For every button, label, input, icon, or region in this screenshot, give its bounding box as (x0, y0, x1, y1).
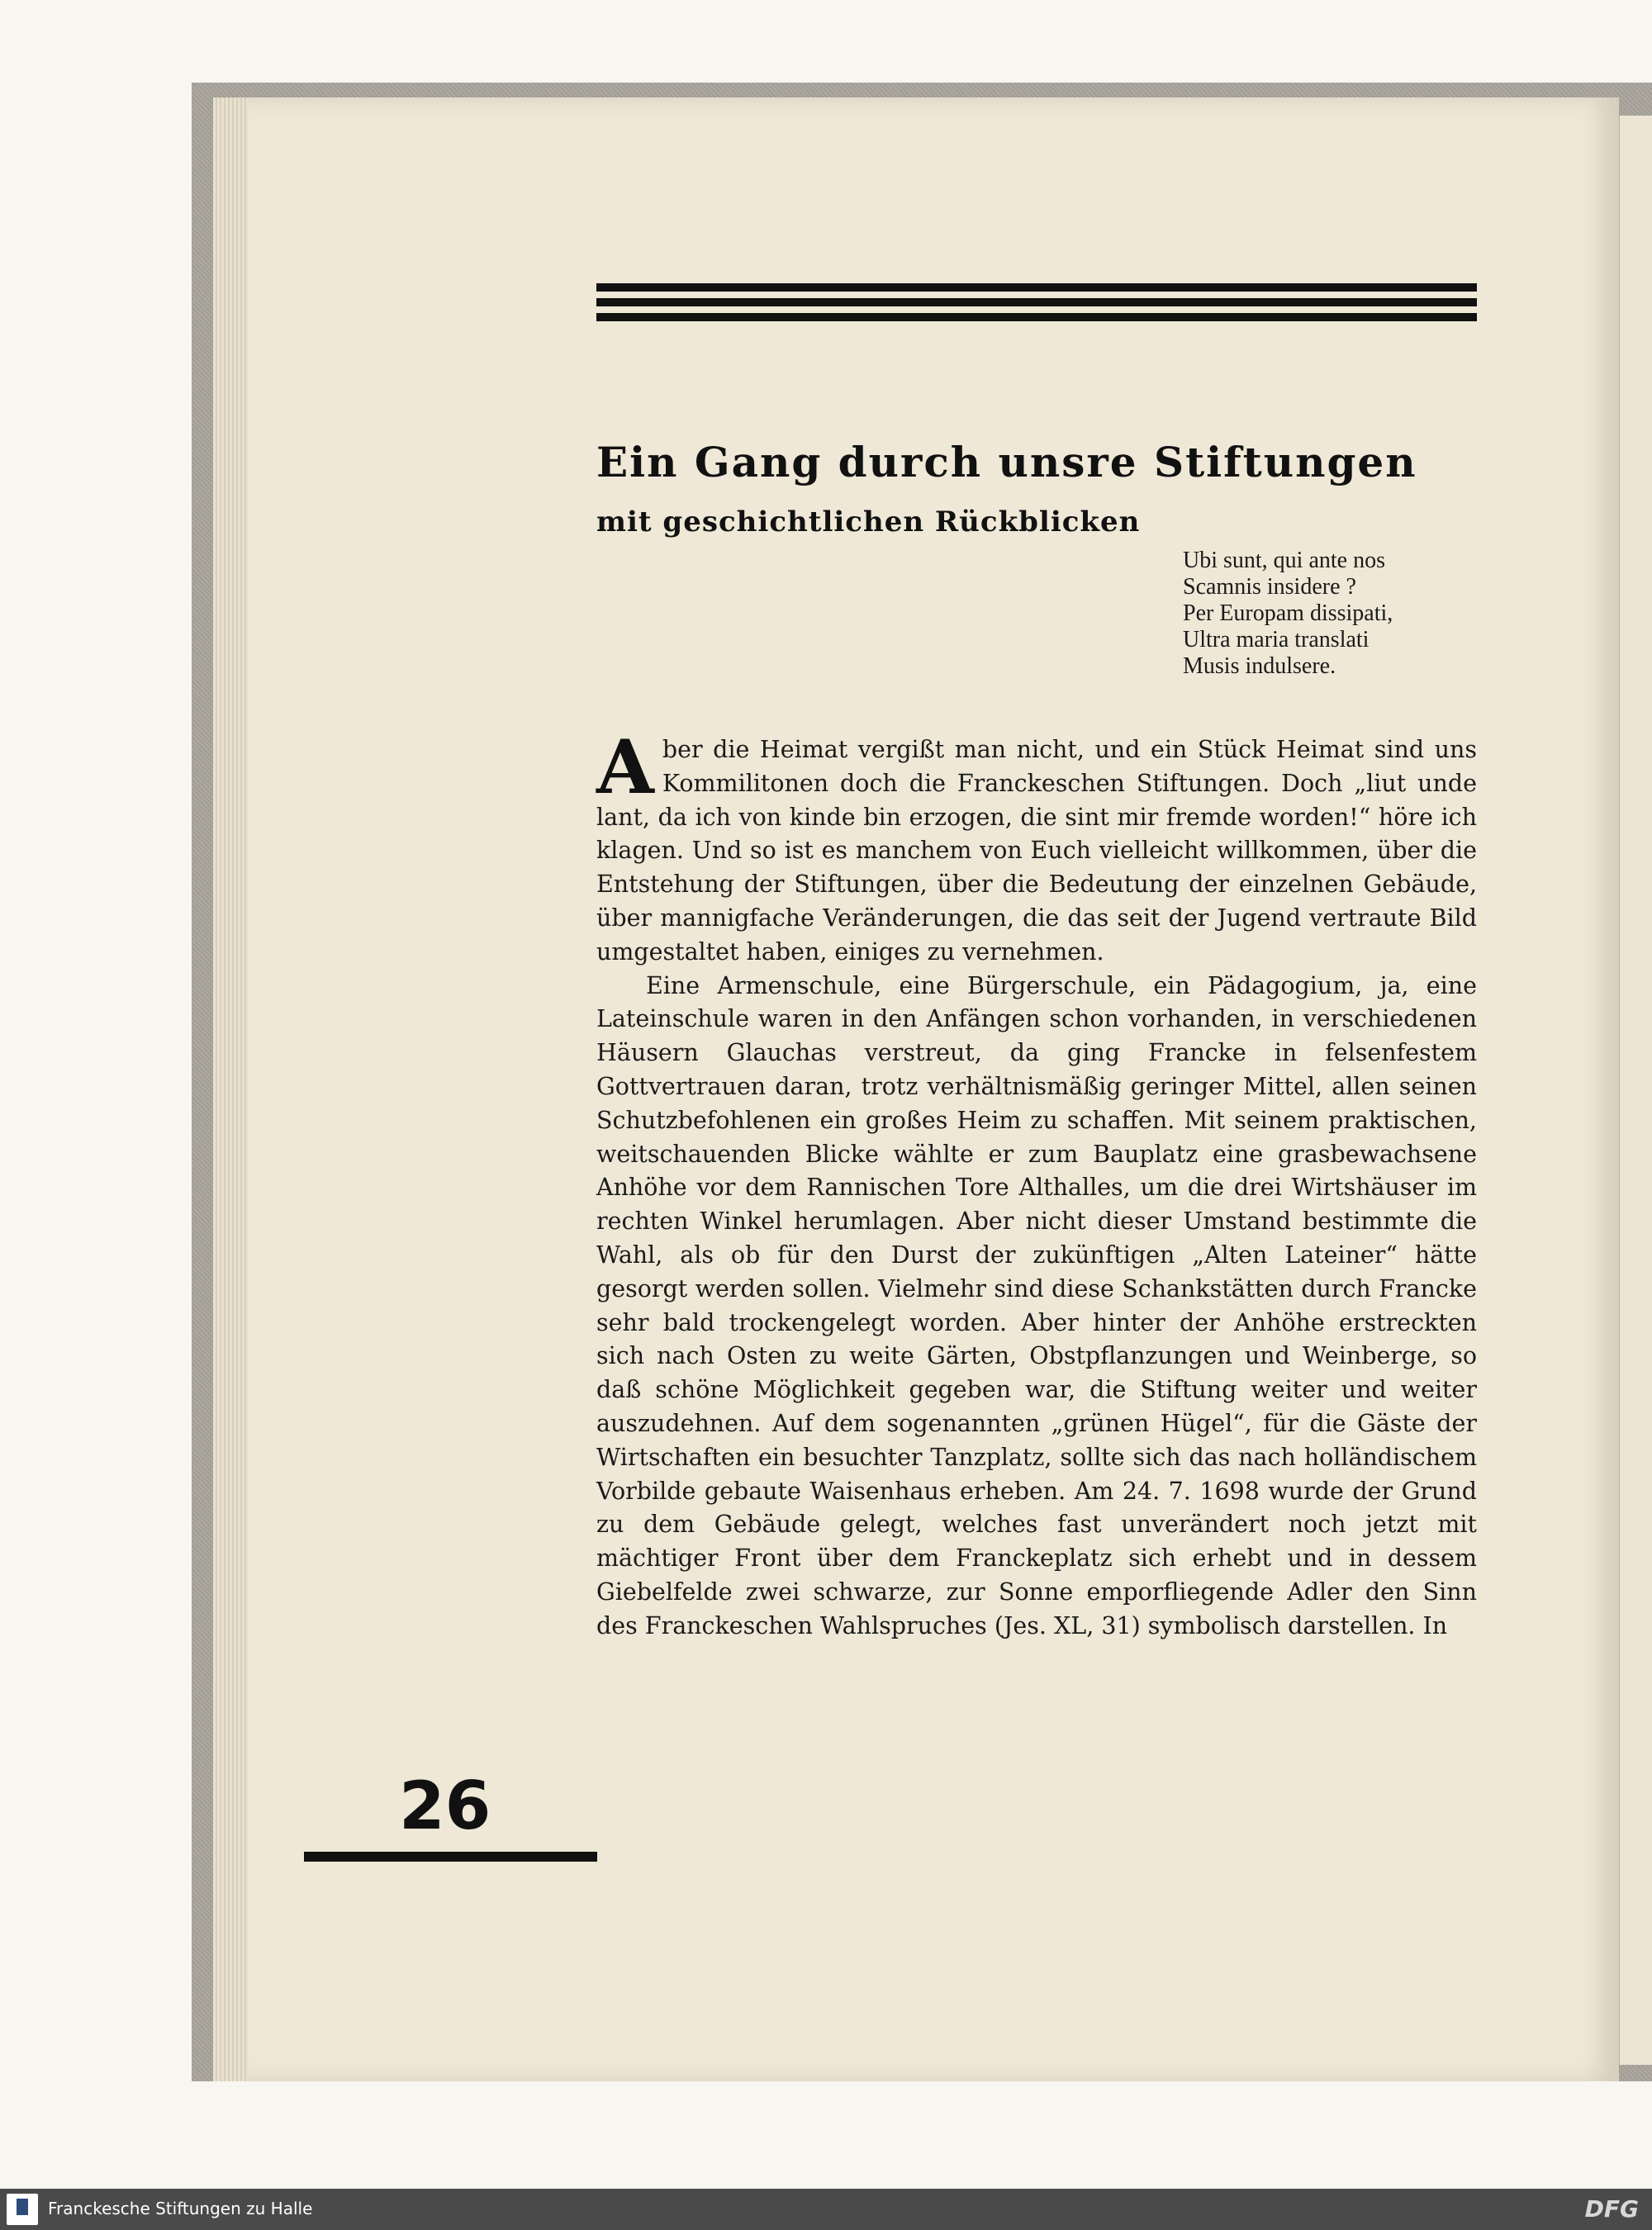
institution-logo (7, 2194, 38, 2225)
article-subtitle: mit geschichtlichen Rückblicken (596, 505, 1141, 539)
article-title: Ein Gang durch unsre Stiftungen (596, 438, 1417, 486)
epigraph-line: Per Europam dissipati, (1183, 600, 1393, 626)
viewer-footer (0, 2189, 1652, 2230)
body-paragraph (596, 724, 1477, 970)
body-paragraph: Eine Armenschule, eine Bürgerschule, ein Pädagogium, ja, eine Lateinschule waren in den Anfängen schon vorhanden, in verschiedenen Häusern Glauchas verstreut, da ging Francke in felsenfestem Gottvertrauen daran, trotz verhältnismäßig geringer Mittel, allen seinen Schutzbefohlenen ein großes Heim zu schaffen. Mit seinem praktischen, weitschauenden Blicke wählte er zum Bauplatz eine grasbewachsene Anhöhe vor dem Rannischen Tore Althalles, um die drei Wirtshäuser im rechten Winkel herumlagen. Aber nicht dieser Umstand bestimmte die Wahl, als ob für den Durst der zukünftigen „Alten Lateiner“ hätte gesorgt werden sollen. Vielmehr sind diese Schankstätten durch Francke sehr bald trockengelegt worden. Aber hinter der Anhöhe erstreckten sich nach Osten zu weite Gärten, Obstpflanzungen und Weinberge, so daß schöne Möglichkeit gegeben war, die Stiftung weiter und weiter auszudehnen. Auf dem sogenannten „grünen Hügel“, für die Gäste der Wirtschaften ein besuchter Tanzplatz, sollte sich das nach holländischem Vorbilde gebaute Waisenhaus erheben. Am 24. 7. 1698 wurde der Grund zu dem Gebäude gelegt, welches fast unverändert noch jetzt mit mächtiger Front über dem Franckeplatz sich erhebt und in dessem Giebelfelde zwei schwarze, zur Sonne emporfliegende Adler den Sinn des Franckeschen Wahlspruches (Jes. XL, 31) symbolisch darstellen. In (596, 971, 1477, 1639)
next-page-edge (1619, 116, 1652, 2065)
drop-cap: A (596, 724, 654, 811)
paragraph-text: ber die Heimat vergißt man nicht, und ein Stück Heimat sind uns Kommilitonen doch die Franckeschen Stiftungen. Doch „liut unde lant, da ich von kinde bin erzogen, die sint mir fremde worden!“ höre ich klagen. Und so ist es manchem von Euch vielleicht willkommen, über die Entstehung der Stiftungen, über die Bedeutung der einzelnen Gebäude, über mannigfache Veränderungen, die das seit der Jugend vertraute Bild umgestaltet haben, einiges zu vernehmen. (596, 736, 1477, 966)
decorative-rule-block (596, 283, 1477, 328)
page-number-rule (304, 1852, 597, 1862)
epigraph-line: Musis indulsere. (1183, 653, 1336, 679)
article-body (596, 724, 1477, 1644)
epigraph (1183, 548, 1480, 680)
page-number: 26 (399, 1767, 491, 1844)
epigraph-line: Ubi sunt, qui ante nos (1183, 548, 1385, 573)
epigraph-line: Ultra maria translati (1183, 627, 1370, 652)
epigraph-line: Scamnis insidere ? (1183, 574, 1356, 600)
dfg-logo: DFG (1584, 2195, 1639, 2223)
footer-institution-name: Franckesche Stiftungen zu Halle (48, 2199, 313, 2218)
